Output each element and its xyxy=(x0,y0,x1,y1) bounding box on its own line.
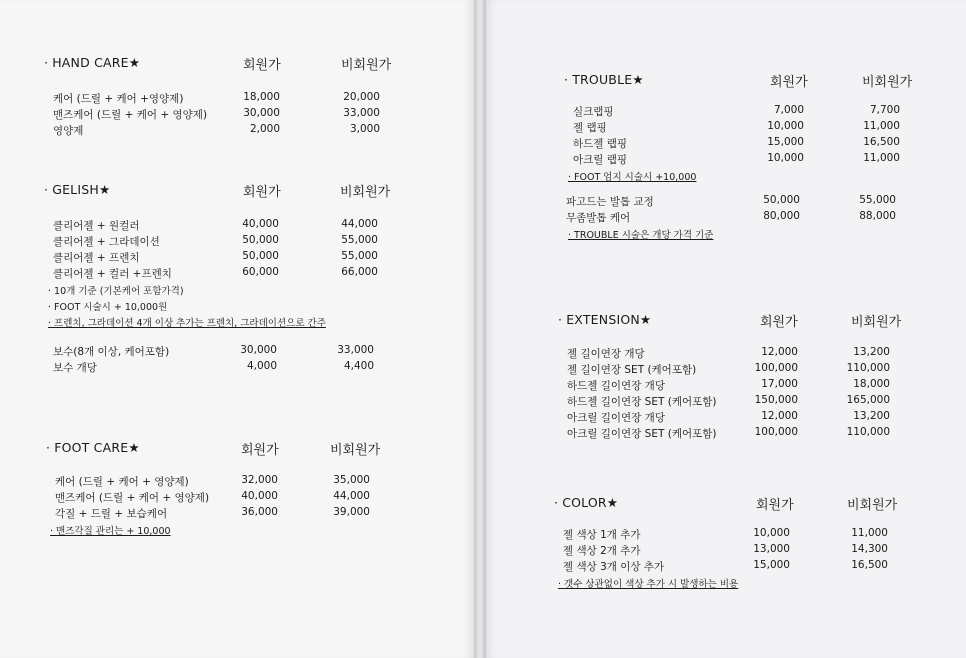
item-name: 아크릴 길이연장 SET (케어포함) xyxy=(567,428,717,440)
item-name: 실크랩핑 xyxy=(573,106,614,118)
member-price: 30,000 xyxy=(243,107,280,119)
price-row xyxy=(44,91,444,107)
price-row xyxy=(46,490,446,506)
nonmember-price: 55,000 xyxy=(341,234,378,246)
nonmember-price-label: 비회원가 xyxy=(340,185,391,200)
left-page xyxy=(0,0,474,658)
item-name: 각질 + 드릴 + 보습케어 xyxy=(55,508,168,520)
nonmember-price: 13,200 xyxy=(853,410,890,422)
price-row xyxy=(558,394,948,410)
member-price: 32,000 xyxy=(241,474,278,486)
nonmember-price: 7,700 xyxy=(869,104,900,116)
nonmember-price: 39,000 xyxy=(333,506,370,518)
nonmember-price: 44,000 xyxy=(341,218,378,230)
member-price: 30,000 xyxy=(240,344,277,356)
price-row xyxy=(44,266,464,282)
price-row xyxy=(554,543,944,559)
price-row xyxy=(44,234,464,250)
nonmember-price: 88,000 xyxy=(859,210,896,222)
price-row xyxy=(564,120,944,136)
price-row xyxy=(554,527,944,543)
color-section xyxy=(554,495,944,591)
member-price-label: 회원가 xyxy=(760,315,798,330)
trouble-section xyxy=(564,72,944,242)
member-price-label: 회원가 xyxy=(241,443,279,458)
nonmember-price-label: 비회원가 xyxy=(330,443,381,458)
item-name: 하드젤 랩핑 xyxy=(573,138,628,150)
note-text: · FOOT 시술시 + 10,000원 xyxy=(48,299,167,313)
nonmember-price: 16,500 xyxy=(863,136,900,148)
nonmember-price: 4,400 xyxy=(343,360,374,372)
item-name: 맨즈케어 (드릴 + 케어 + 영양제) xyxy=(53,109,208,121)
member-price-label: 회원가 xyxy=(770,75,808,90)
nonmember-price: 11,000 xyxy=(863,152,900,164)
note-text: · 맨즈각질 관리는 + 10,000 xyxy=(50,523,171,537)
note xyxy=(44,282,464,298)
section-title: · TROUBLE★ xyxy=(564,72,644,87)
item-name: 젤 길이연장 개당 xyxy=(567,348,645,360)
member-price-label: 회원가 xyxy=(243,185,281,200)
member-price: 12,000 xyxy=(761,410,798,422)
item-name: 젤 길이연장 SET (케어포함) xyxy=(567,364,697,376)
nonmember-price: 165,000 xyxy=(846,394,890,406)
item-name: 젤 색상 2개 추가 xyxy=(563,545,641,557)
member-price: 12,000 xyxy=(761,346,798,358)
item-name: 아크릴 길이연장 개당 xyxy=(567,412,665,424)
item-name: 보수 개당 xyxy=(53,362,97,374)
member-price: 13,000 xyxy=(753,543,790,555)
right-page xyxy=(486,0,966,658)
price-row xyxy=(44,360,464,376)
member-price: 10,000 xyxy=(767,152,804,164)
item-name: 맨즈케어 (드릴 + 케어 + 영양제) xyxy=(55,492,210,504)
member-price: 15,000 xyxy=(753,559,790,571)
nonmember-price: 33,000 xyxy=(343,107,380,119)
note xyxy=(44,314,464,330)
item-name: 클리어젤 + 컬러 +프렌치 xyxy=(53,268,172,280)
member-price: 60,000 xyxy=(242,266,279,278)
section-title: · FOOT CARE★ xyxy=(46,440,140,455)
nonmember-price: 44,000 xyxy=(333,490,370,502)
nonmember-price: 110,000 xyxy=(846,362,890,374)
item-name: 클리어젤 + 원컬러 xyxy=(53,220,140,232)
gelish-section xyxy=(44,182,464,376)
nonmember-price: 66,000 xyxy=(341,266,378,278)
nonmember-price: 35,000 xyxy=(333,474,370,486)
nonmember-price: 33,000 xyxy=(337,344,374,356)
price-row xyxy=(558,426,948,442)
member-price: 2,000 xyxy=(249,123,280,135)
section-header xyxy=(564,72,944,94)
member-price: 10,000 xyxy=(753,527,790,539)
price-row xyxy=(46,506,446,522)
member-price: 18,000 xyxy=(243,91,280,103)
note-text: · FOOT 엄지 시술시 +10,000 xyxy=(568,169,696,183)
price-row xyxy=(564,152,944,168)
nonmember-price: 110,000 xyxy=(846,426,890,438)
member-price: 40,000 xyxy=(242,218,279,230)
section-title: · COLOR★ xyxy=(554,495,618,510)
member-price: 36,000 xyxy=(241,506,278,518)
price-row xyxy=(564,210,944,226)
item-name: 클리어젤 + 프렌치 xyxy=(53,252,140,264)
price-row xyxy=(46,474,446,490)
section-title: · EXTENSION★ xyxy=(558,312,651,327)
price-row xyxy=(564,136,944,152)
price-row xyxy=(44,123,444,139)
member-price: 40,000 xyxy=(241,490,278,502)
price-row xyxy=(554,559,944,575)
extension-section xyxy=(558,312,948,442)
price-row xyxy=(44,218,464,234)
member-price: 15,000 xyxy=(767,136,804,148)
book-gutter xyxy=(474,0,486,658)
note xyxy=(46,522,446,538)
price-row xyxy=(558,362,948,378)
item-name: 아크릴 랩핑 xyxy=(573,154,628,166)
nonmember-price-label: 비회원가 xyxy=(847,498,898,513)
member-price: 50,000 xyxy=(242,250,279,262)
item-name: 하드젤 길이연장 개당 xyxy=(567,380,665,392)
nonmember-price: 11,000 xyxy=(863,120,900,132)
price-row xyxy=(558,346,948,362)
nonmember-price-label: 비회원가 xyxy=(341,58,392,73)
item-name: 영양제 xyxy=(53,125,84,137)
section-title: · GELISH★ xyxy=(44,182,110,197)
section-header xyxy=(554,495,944,517)
nonmember-price: 18,000 xyxy=(853,378,890,390)
item-name: 케어 (드릴 + 케어 + 영양제) xyxy=(55,476,189,488)
foot-care-section xyxy=(46,440,446,538)
member-price-label: 회원가 xyxy=(243,58,281,73)
member-price: 50,000 xyxy=(242,234,279,246)
note-text: · 프렌치, 그라데이션 4개 이상 추가는 프렌치, 그라데이션으로 간주 xyxy=(48,315,326,329)
nonmember-price-label: 비회원가 xyxy=(851,315,902,330)
nonmember-price: 13,200 xyxy=(853,346,890,358)
member-price: 7,000 xyxy=(773,104,804,116)
item-name: 젤 색상 3개 이상 추가 xyxy=(563,561,665,573)
item-name: 클리어젤 + 그라데이션 xyxy=(53,236,160,248)
nonmember-price: 3,000 xyxy=(349,123,380,135)
note xyxy=(564,226,944,242)
price-row xyxy=(558,378,948,394)
nonmember-price: 11,000 xyxy=(851,527,888,539)
section-title: · HAND CARE★ xyxy=(44,55,140,70)
price-row xyxy=(558,410,948,426)
item-name: 젤 색상 1개 추가 xyxy=(563,529,641,541)
nonmember-price: 16,500 xyxy=(851,559,888,571)
note xyxy=(554,575,944,591)
nonmember-price-label: 비회원가 xyxy=(862,75,913,90)
item-name: 케어 (드릴 + 케어 +영양제) xyxy=(53,93,184,105)
note-text: · 갯수 상관없이 색상 추가 시 발생하는 비용 xyxy=(558,576,738,590)
member-price: 80,000 xyxy=(763,210,800,222)
price-row xyxy=(44,344,464,360)
member-price: 4,000 xyxy=(246,360,277,372)
item-name: 보수(8개 이상, 케어포함) xyxy=(53,346,170,358)
member-price: 100,000 xyxy=(754,426,798,438)
section-header xyxy=(558,312,948,334)
note-text: · 10개 기준 (기본케어 포함가격) xyxy=(48,283,184,297)
price-row xyxy=(44,107,444,123)
section-header xyxy=(46,440,446,462)
nonmember-price: 20,000 xyxy=(343,91,380,103)
note xyxy=(44,298,464,314)
hand-care-section xyxy=(44,55,444,139)
member-price-label: 회원가 xyxy=(756,498,794,513)
item-name: 젤 랩핑 xyxy=(573,122,607,134)
member-price: 100,000 xyxy=(754,362,798,374)
nonmember-price: 55,000 xyxy=(859,194,896,206)
item-name: 하드젤 길이연장 SET (케어포함) xyxy=(567,396,717,408)
section-header xyxy=(44,182,464,204)
item-name: 무좀발톱 케어 xyxy=(566,212,631,224)
member-price: 50,000 xyxy=(763,194,800,206)
nonmember-price: 14,300 xyxy=(851,543,888,555)
price-row xyxy=(564,194,944,210)
price-row xyxy=(564,104,944,120)
note xyxy=(564,168,944,184)
member-price: 17,000 xyxy=(761,378,798,390)
nonmember-price: 55,000 xyxy=(341,250,378,262)
item-name: 파고드는 발톱 교정 xyxy=(566,196,654,208)
member-price: 150,000 xyxy=(754,394,798,406)
member-price: 10,000 xyxy=(767,120,804,132)
section-header xyxy=(44,55,444,77)
note-text: · TROUBLE 시술은 개당 가격 기준 xyxy=(568,227,713,241)
price-row xyxy=(44,250,464,266)
